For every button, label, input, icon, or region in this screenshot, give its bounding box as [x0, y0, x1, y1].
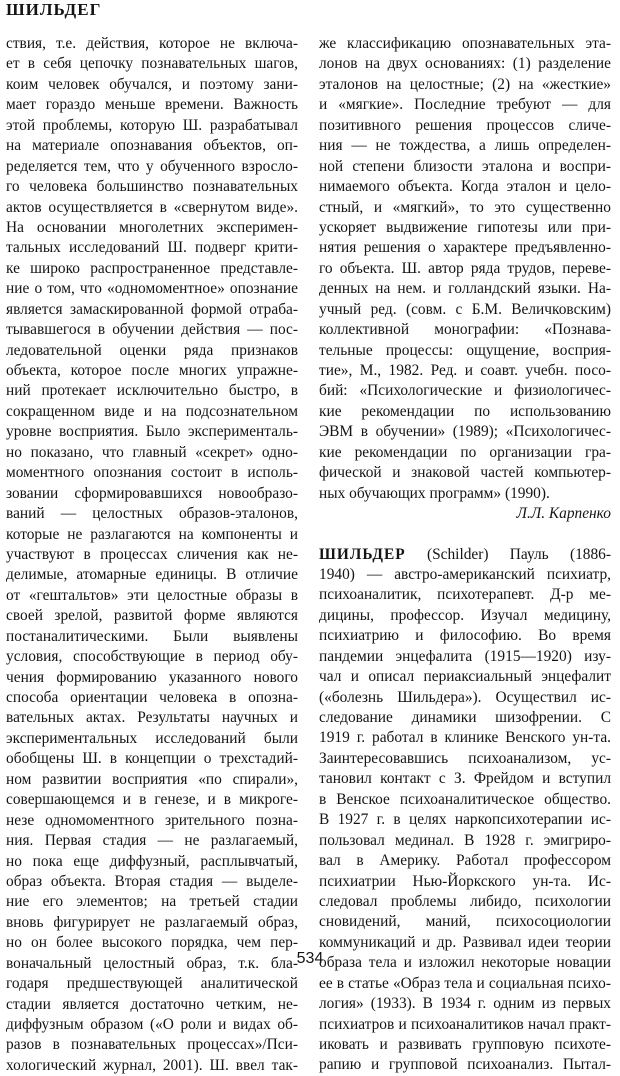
text-line: постаналитическими. Были выявлены [6, 627, 298, 645]
text-line: коллективной монографии: «Познава- [319, 321, 611, 339]
entry-first-line-rest: (Schilder) Пауль (1886- [405, 545, 611, 563]
text-line: вательных актах. Результаты научных и [6, 709, 298, 727]
text-line: рапию и групповой психоанализ. Пытал- [319, 1056, 611, 1074]
text-line: сокращенном виде и на подсознательном [6, 402, 298, 420]
author-signature: Л.Л. Карпенко [516, 505, 611, 523]
text-line: фической и знаковой частей компьютер- [319, 464, 611, 482]
text-line: мает гораздо меньше времени. Важность [6, 96, 298, 114]
text-line: ваний — целостных образов-эталонов, [6, 505, 298, 523]
text-line: ния. Первая стадия — не разлагаемый, [6, 832, 298, 850]
text-line: вал в Америку. Работал профессором [319, 852, 611, 870]
entry-body [319, 565, 611, 1076]
text-line: воначальный целостный образ, т.к. бла- [6, 954, 298, 972]
text-line: способа ориентации человека в опозна- [6, 689, 298, 706]
text-line: учный ред. (совм. с Б.М. Величковским) [319, 300, 611, 318]
text-line: го объекта. Ш. автор ряда трудов, переве- [319, 259, 611, 277]
article-continuation [319, 34, 611, 504]
text-line: ке широко распространенное представле- [6, 259, 298, 277]
text-line: психоаналитик, психотерапевт. Д-р ме- [319, 586, 611, 604]
text-line: является замаскированной формой отраба- [6, 300, 298, 318]
text-line: совершающемся и в генезе, и в микроге- [6, 791, 298, 809]
text-line: условия, способствующие в период обу- [6, 648, 298, 666]
text-line: годаря предшествующей аналитической [6, 975, 298, 993]
text-line: ее в статье «Образ тела и социальная психо- [319, 974, 611, 992]
text-line: психиатрию и философию. Во время [319, 627, 611, 645]
right-column [319, 34, 611, 1076]
text-line: пандемии энцефалита (1915—1920) изу- [319, 647, 611, 665]
text-line: чал и описал периаксиальный энцефалит [319, 668, 611, 686]
text-line: На основании многолетних эксперимен- [6, 218, 298, 236]
text-line: тальных исследований Ш. подверг крити- [6, 239, 298, 257]
text-line: но показано, что главный «секрет» одно- [6, 443, 298, 461]
text-line: ние о том, что «одномоментное» опознание [6, 280, 298, 298]
entry-gap [319, 525, 611, 545]
text-line: кие рекомендации по организации гра- [319, 443, 611, 461]
text-line: и «мягкие». Последние требуют — для [319, 96, 611, 114]
text-line: объекта, которое после многих упражне- [6, 362, 298, 379]
text-line: тельные процессы: ощущение, восприя- [319, 341, 611, 359]
text-line: нимаемого объекта. Когда эталон и цело- [319, 178, 611, 196]
text-line: незе одномоментного зрительного позна- [6, 811, 298, 829]
text-line: зовании сформировавшихся новообразо- [6, 484, 298, 502]
text-line: 1919 г. работал в клинике Венского ун-та. [319, 729, 611, 747]
text-line: экспериментальных исследований были [6, 729, 298, 747]
text-line: ускоряет выдвижение гипотезы или при- [319, 218, 611, 236]
text-line: В 1927 г. в целях наркопсихотерапии ис- [319, 811, 611, 829]
text-line: го человека большинство познавательных [6, 178, 298, 196]
text-line: но он более высокого порядка, чем пер- [6, 934, 298, 952]
text-line: ных обучающих программ» (1990). [319, 484, 550, 502]
text-line: пользовал мединал. В 1928 г. эмигриро- [319, 831, 611, 849]
text-line: вновь фигурирует не разлагаемый образ, [6, 913, 298, 931]
page-number: 534 [296, 950, 324, 967]
text-line: своей зрелой, развитой форме являются [6, 607, 298, 625]
text-line: ном развитии восприятия «по спирали», [6, 770, 298, 788]
text-line: делимые, атомарные единицы. В отличие [6, 566, 298, 584]
text-line: психиатрии Нью-Йоркского ун-та. Ис- [319, 872, 611, 890]
text-line: коим человек обучался, и поэтому зани- [6, 75, 298, 93]
running-head: ШИЛЬДЕГ [6, 0, 102, 19]
text-line: бий: «Психологические и физиологичес- [319, 382, 611, 400]
text-line: моментного опознания состоит в исполь- [6, 464, 298, 482]
text-line: ние его элементов; на третьей стадии [6, 893, 298, 911]
text-line: от «гештальтов» эти целостные образы в [6, 586, 298, 604]
text-line: («болезнь Шильдера»). Осуществил ис- [319, 688, 611, 706]
text-line: стный, и «мягкий», то это существенно [319, 198, 611, 216]
text-line: позитивного решения процессов сличе- [319, 116, 611, 134]
text-line: стадии является достаточно четким, не- [6, 995, 298, 1013]
text-line: этой проблемы, которую Ш. разрабатывал [6, 116, 298, 134]
text-line: же классификацию опознавательных эта- [319, 35, 611, 52]
text-line: диффузным образом («О роли и видах об- [6, 1016, 298, 1033]
text-line: хологический журнал, 2001). Ш. ввел так- [6, 1056, 298, 1074]
text-line: ний протекает исключительно быстро, в [6, 382, 298, 400]
text-line: сновидений, маний, психосоциологии [319, 913, 611, 931]
left-column [6, 34, 298, 1076]
text-line: следовал проблемы либидо, психологии [319, 892, 611, 910]
text-line: уровне восприятия. Было эксперименталь- [6, 423, 298, 441]
text-line: Заинтересовавшись психоанализом, ус- [319, 749, 611, 767]
entry-headword: ШИЛЬДЕР [319, 545, 406, 563]
text-line: кие рекомендации по использованию [319, 402, 611, 420]
text-line: ет в себя цепочку познавательных шагов, [6, 55, 298, 73]
entry-first-line [319, 545, 611, 565]
text-line: участвуют в процессах сличения как не- [6, 545, 298, 563]
text-line: образа тела и изложил некоторые новации [319, 954, 611, 972]
text-line: разов в познавательных процессах»/Пси- [6, 1036, 298, 1054]
text-line: ределяется тем, что у обученного взросло- [6, 157, 298, 175]
text-line: ледовательной оценки ряда признаков [6, 341, 298, 359]
text-line: на материале опознавания объектов, оп- [6, 137, 298, 155]
text-line: дицины, профессор. Изучал медицину, [319, 606, 611, 624]
text-line: но пока еще диффузный, расплывчатый, [6, 852, 298, 870]
text-line: следование динамики шизофрении. С [319, 709, 611, 726]
text-line: тие», М., 1982. Ред. и соавт. учебн. посо- [319, 362, 611, 379]
text-line: в Венское психоаналитическое общество. [319, 790, 611, 808]
text-line: 1940) — австро-американский психиатр, [319, 565, 611, 583]
text-line: тановил контакт с З. Фрейдом и вступил [319, 770, 611, 788]
text-line: психиатров и психоаналитиков начал практ- [319, 1015, 611, 1033]
text-line: иковать и развивать групповую психоте- [319, 1036, 611, 1053]
text-line: лонов на двух основаниях: (1) разделение [319, 55, 611, 73]
text-line: ствия, т.е. действия, которое не включа- [6, 35, 298, 52]
text-line: образ объекта. Вторая стадия — выделе- [6, 872, 298, 890]
text-line: которые не разлагаются на компоненты и [6, 525, 298, 543]
text-line: коммуникаций и др. Развивал идеи теории [319, 933, 611, 951]
text-line: ния — не тождества, а лишь определен- [319, 137, 611, 155]
text-line: ной степени близости эталона и воспри- [319, 157, 611, 175]
text-line: логия» (1933). В 1934 г. одним из первых [319, 995, 611, 1013]
text-line: ЭВМ в обучении» (1989); «Психологичес- [319, 423, 611, 441]
text-line: денных на нем. и голландский языки. На- [319, 280, 611, 298]
text-line: актов осуществляется в «свернутом виде». [6, 198, 298, 216]
text-line: нятия решения о характере предъявленно- [319, 239, 611, 257]
text-line: тывавшегося в обучении действия — пос- [6, 321, 298, 339]
text-line: чения формированию указанного нового [6, 668, 298, 686]
text-line: обобщены Ш. в концепции о трехстадий- [6, 750, 298, 768]
text-line: эталонов на целостные; (2) на «жесткие» [319, 75, 611, 93]
